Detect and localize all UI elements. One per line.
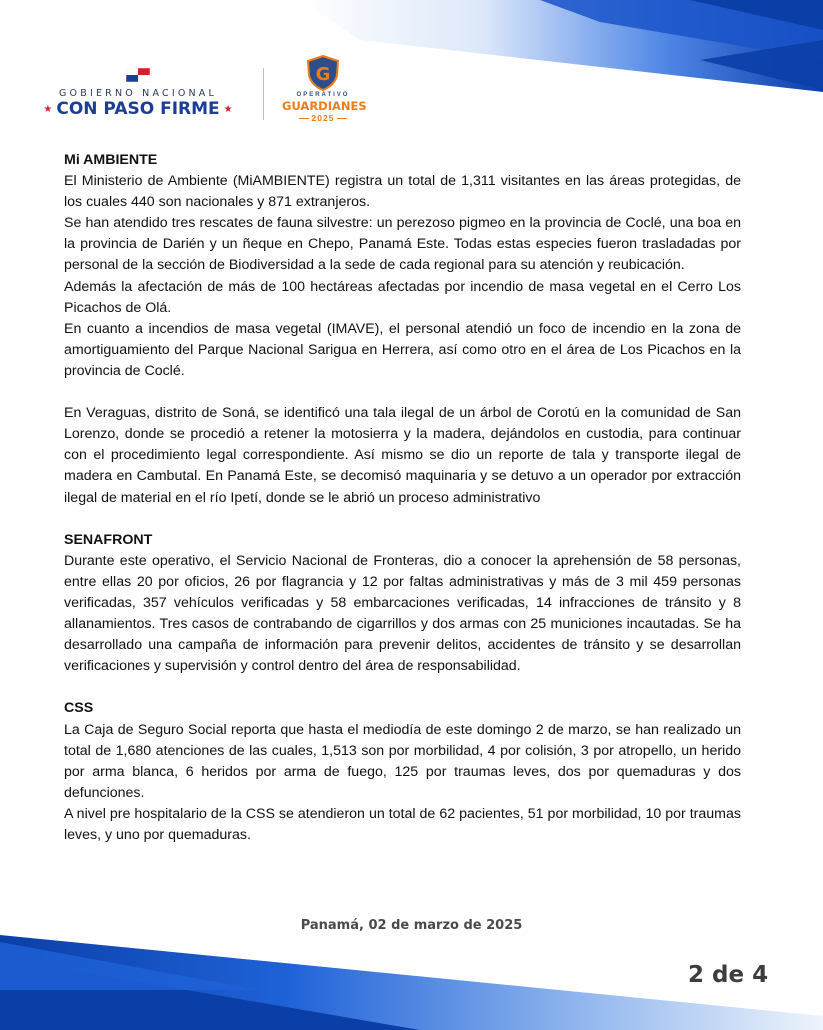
miambiente-paragraph: En Veraguas, distrito de Soná, se identificó una tala ilegal de un árbol de Corotú en la comunidad de San Lorenzo, donde se procedió a retener la motosierra y la madera, dejándolos en custodia, para continuar con el procedimiento legal correspondiente. Así mismo se dio un reporte de tala y transporte ilegal de madera en Cambutal. En Panamá Este, se decomisó maquinaria y se detuvo a un operador por extracción ilegal de material en el río Ipetí, donde se le abrió un proceso administrativo [64,405,741,506]
operativo-guardianes-logo [282,55,367,127]
senafront-paragraph: Durante este operativo, el Servicio Nacional de Fronteras, dio a conocer la aprehensión de 58 personas, entre ellas 20 por oficios, 26 por flagrancia y 12 por faltas administrativas y más de 3 mil 459 personas verificadas, 357 vehículos verificadas y 58 embarcaciones verificadas, 14 infracciones de tránsito y 8 allanamientos. Tres casos de contrabando de cigarrillos y dos armas con 25 municiones incautadas. Se ha desarrollado una campaña de información para prevenir delitos, accidentes de tránsito y se desarrollan verificaciones y supervisión y control dentro del área de responsabilidad. [64,552,741,675]
spacer [64,509,741,530]
operativo-year-row [282,113,364,123]
spacer [64,677,741,698]
css-paragraph: La Caja de Seguro Social reporta que hasta el mediodía de este domingo 2 de marzo, se han realizado un total de 1,680 atenciones de las cuales, 1,513 son por morbilidad, 4 por colisión, 3 por atropello, un herido por arma blanca, 6 heridos por arma de fuego, 125 por traumas leves, dos por quemaduras y dos defunciones. [64,721,741,801]
star-icon: ★ [223,104,233,115]
logo-divider [263,68,264,120]
spacer [64,382,741,403]
operativo-year: 2025 [311,113,335,123]
gov-line2 [32,99,244,119]
miambiente-paragraph: El Ministerio de Ambiente (MiAMBIENTE) registra un total de 1,311 visitantes en las áreas protegidas, de los cuales 440 son nacionales y 871 extranjeros. [64,173,741,211]
section-title-senafront: SENAFRONT [64,531,153,548]
miambiente-paragraph: Se han atendido tres rescates de fauna silvestre: un perezoso pigmeo en la provincia de Coclé, una boa en la provincia de Darién y un ñeque en Chepo, Panamá Este. Todas estas especies fueron trasladadas por personal de la sección de Biodiversidad a la sede de cada regional para su atención y reubicación. [64,215,741,274]
shield-letter: G [315,64,331,85]
miambiente-paragraph: Además la afectación de más de 100 hectáreas afectadas por incendio de masa vegetal en el Cerro Los Picachos de Olá. [64,278,741,316]
star-icon: ★ [43,104,53,115]
gov-line1: GOBIERNO NACIONAL [58,88,217,99]
section-title-miambiente: Mi AMBIENTE [64,152,158,168]
footer-date: Panamá, 02 de marzo de 2025 [300,918,523,933]
page-number: 2 de 4 [688,962,769,988]
year-rule-left [299,118,309,119]
operativo-name: GUARDIANES [282,99,367,113]
gobierno-nacional-logo [32,66,244,126]
panama-flag-icon [126,68,150,82]
shield-icon [306,55,340,91]
section-title-css: CSS [64,700,94,717]
operativo-label: OPERATIVO [296,92,350,98]
miambiente-paragraph: En cuanto a incendios de masa vegetal (IMAVE), el personal atendió un foco de incendio en la zona de amortiguamiento del Parque Nacional Sarigua en Herrera, así como otro en el área de Los Picachos en la provincia de Coclé. [64,320,741,379]
css-paragraph: A nivel pre hospitalario de la CSS se atendieron un total de 62 pacientes, 51 por morbilidad, 10 por traumas leves, y uno por quemaduras. [64,805,741,843]
year-rule-right [337,118,347,119]
report-body [64,150,741,846]
gov-slogan: CON PASO FIRME [56,99,220,119]
